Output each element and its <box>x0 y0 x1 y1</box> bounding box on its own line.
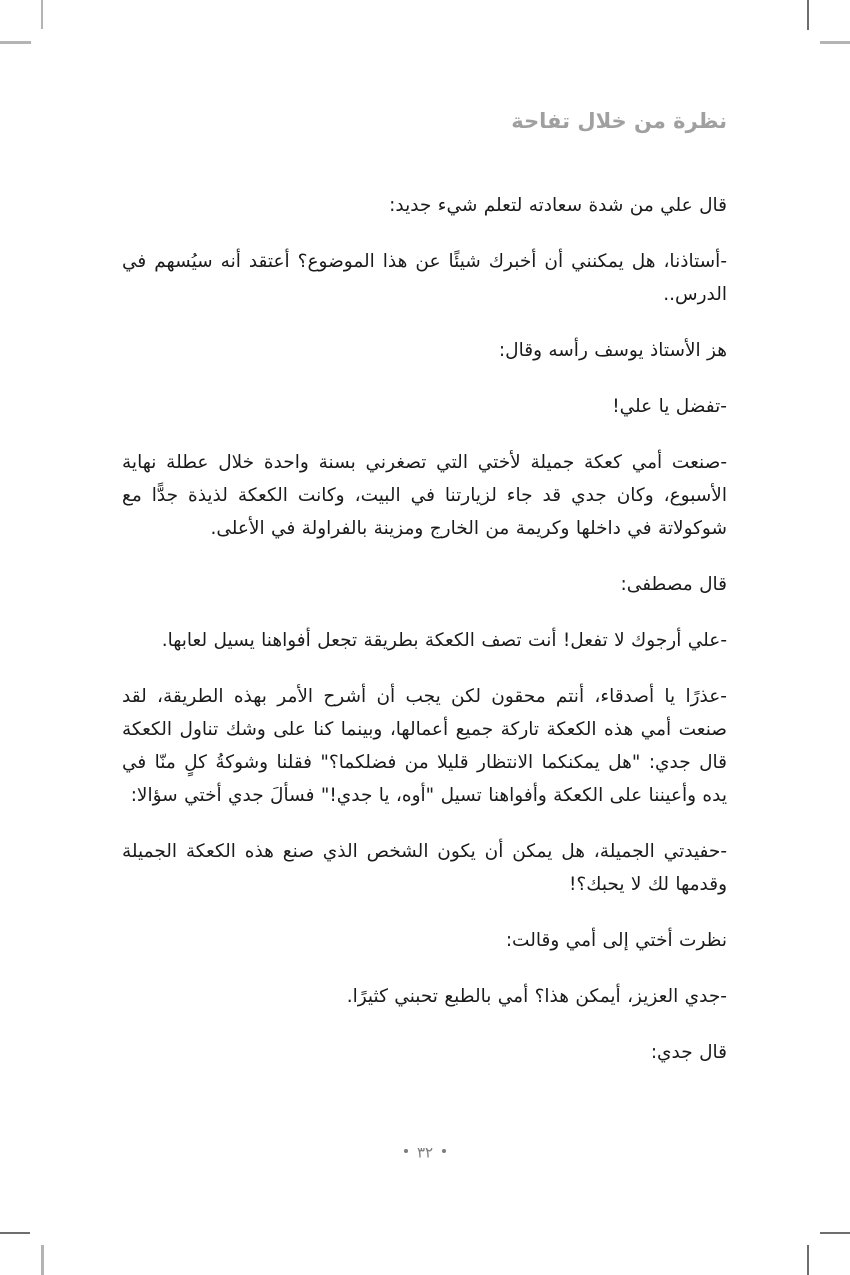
paragraph: قال مصطفى: <box>620 574 727 596</box>
paragraph: -أستاذنا، هل يمكنني أن أخبرك شيئًا عن هذا الموضوع؟ أعتقد أنه سيُسهم في الدرس.. <box>122 251 727 306</box>
chapter-title: نظرة من خلال تفاحة <box>511 109 727 133</box>
paragraph: نظرت أختي إلى أمي وقالت: <box>505 930 727 952</box>
paragraph: -حفيدتي الجميلة، هل يمكن أن يكون الشخص الذي صنع هذه الكعكة الجميلة وقدمها لك لا يحبك؟! <box>122 841 727 896</box>
crop-mark-bottom-left-vertical <box>41 1245 44 1275</box>
crop-mark-top-left-vertical <box>41 0 43 29</box>
paragraph: -جدي العزيز، أيمكن هذا؟ أمي بالطبع تحبني كثيرًا. <box>346 986 727 1008</box>
folio-dot-trailing <box>404 1149 408 1153</box>
folio-dot-leading <box>442 1149 446 1153</box>
folio-number: ٣٢ <box>416 1143 434 1162</box>
crop-mark-top-right-horizontal <box>820 41 850 44</box>
paragraph: -صنعت أمي كعكة جميلة لأختي التي تصغرني بسنة واحدة خلال عطلة نهاية الأسبوع، وكان جدي قد جاء لزيارتنا في البيت، وكانت الكعكة لذيذة جدًّا مع شوكولاتة في داخلها وكريمة من الخارج ومزينة بالفراولة في الأعلى. <box>122 452 727 540</box>
paragraph: قال علي من شدة سعادته لتعلم شيء جديد: <box>389 195 727 217</box>
paragraph: هز الأستاذ يوسف رأسه وقال: <box>498 340 727 362</box>
paragraph: -تفضل يا علي! <box>612 396 727 418</box>
paragraph: قال جدي: <box>650 1042 727 1064</box>
paragraph: -عذرًا يا أصدقاء، أنتم محقون لكن يجب أن أشرح الأمر بهذه الطريقة، لقد صنعت أمي هذه الكعكة تاركة جميع أعمالها، وبينما كنا على وشك تناول الكعكة قال جدي: "هل يمكنكما الانتظار قليلا من فضلكما؟" فقلنا وشوكةُ كلٍ منّا في يده وأعيننا على الكعكة وأفواهنا تسيل "أوه، يا جدي!" فسألَ جدي أختي سؤالا: <box>122 686 727 807</box>
page-folio <box>0 1143 850 1162</box>
crop-mark-bottom-left-horizontal <box>0 1232 30 1234</box>
text-block <box>122 108 727 1069</box>
crop-mark-top-left-horizontal <box>0 41 31 44</box>
paragraph: -علي أرجوك لا تفعل! أنت تصف الكعكة بطريقة تجعل أفواهنا يسيل لعابها. <box>161 630 727 652</box>
crop-mark-bottom-right-vertical <box>807 1245 809 1275</box>
crop-mark-bottom-right-horizontal <box>820 1232 850 1234</box>
crop-mark-top-right-vertical <box>807 0 809 30</box>
